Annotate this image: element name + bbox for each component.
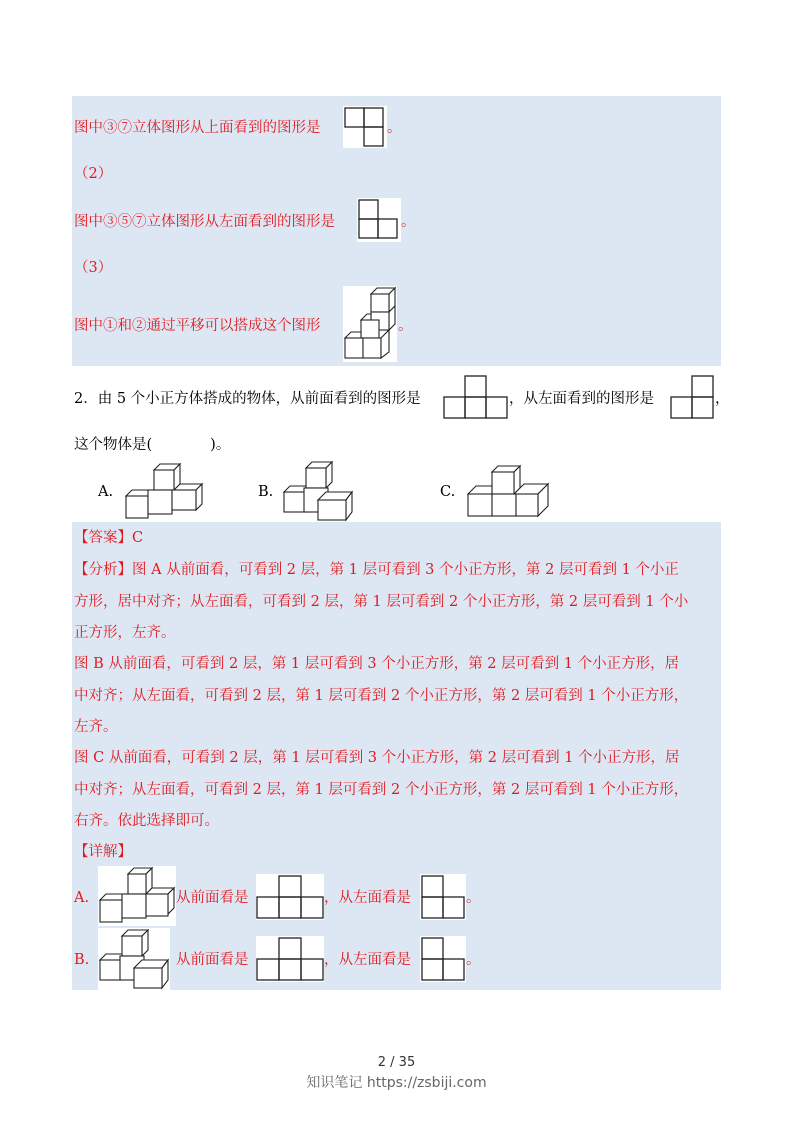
detail-a-left-view <box>420 874 466 920</box>
detail-a-left-text: ，从左面看是 <box>324 890 411 906</box>
detail-b-front-view <box>256 936 324 982</box>
line-top-view: 图中③⑦立体图形从上面看到的图形是 <box>74 120 321 136</box>
question-left-view <box>669 374 715 420</box>
analysis-line: 中对齐；从左面看，可看到 2 层，第 1 层可看到 2 个小正方形，第 2 层可看到 1 个小正方形， <box>74 782 689 798</box>
analysis-line: 方形，居中对齐；从左面看，可看到 2 层，第 1 层可看到 2 个小正方形，第 2 层可看到 1 个小 <box>74 594 689 610</box>
option-b-label: B. <box>258 484 274 500</box>
line-translate: 图中①和②通过平移可以搭成这个图形 <box>74 318 321 334</box>
analysis-line: 图 B 从前面看，可看到 2 层，第 1 层可看到 3 个小正方形，第 2 层可看到 1 个小正方形，居 <box>74 656 680 672</box>
line-left-view: 图中③⑤⑦立体图形从左面看到的图形是 <box>74 214 335 230</box>
detail-b-label: B. <box>74 952 90 968</box>
analysis-line: 右齐。依此选择即可。 <box>74 813 219 829</box>
detail-b-left-view <box>420 936 466 982</box>
sub-2: （2） <box>74 166 113 182</box>
line-top-end: 。 <box>387 120 402 136</box>
line-left-end: 。 <box>401 214 416 230</box>
option-c-figure <box>466 464 550 520</box>
detail-b-front-text: 从前面看是 <box>176 952 249 968</box>
detail-a-figure <box>98 866 176 926</box>
sub-3: （3） <box>74 260 113 276</box>
detail-a-front-text: 从前面看是 <box>176 890 249 906</box>
detail-heading: 【详解】 <box>74 844 132 860</box>
analysis-line: 正方形，左齐。 <box>74 625 176 641</box>
analysis-line: 【分析】图 A 从前面看，可看到 2 层，第 1 层可看到 3 个小正方形，第 2 层可看到 1 个小正 <box>74 562 679 578</box>
option-a-figure <box>124 462 204 520</box>
left-view-figure <box>357 198 401 242</box>
line-translate-end: 。 <box>398 318 413 334</box>
detail-a-label: A. <box>74 890 90 906</box>
analysis-line: 图 C 从前面看，可看到 2 层，第 1 层可看到 3 个小正方形，第 2 层可看到 1 个小正方形，居 <box>74 750 680 766</box>
page-number: 2 / 35 <box>377 1055 416 1070</box>
option-b-figure <box>282 460 354 522</box>
detail-b-left-text: ，从左面看是 <box>324 952 411 968</box>
detail-a-front-view <box>256 874 324 920</box>
detail-b-figure <box>98 928 170 990</box>
analysis-line: 左齐。 <box>74 719 118 735</box>
question-text-d: 这个物体是( )。 <box>74 437 231 453</box>
option-c-label: C. <box>440 484 456 500</box>
detail-b-end: 。 <box>466 952 481 968</box>
site-watermark: 知识笔记 https://zsbiji.com <box>306 1075 487 1091</box>
question-text: 2．由 5 个小正方体搭成的物体，从前面看到的图形是 <box>74 391 421 407</box>
top-view-figure <box>343 106 387 148</box>
answer-line: 【答案】C <box>74 530 144 546</box>
question-text-b: ，从左面看到的图形是 <box>509 391 654 407</box>
option-a-label: A. <box>98 484 114 500</box>
question-front-view <box>443 374 509 420</box>
stairs-figure <box>343 286 397 362</box>
analysis-line: 中对齐；从左面看，可看到 2 层，第 1 层可看到 2 个小正方形，第 2 层可看到 1 个小正方形， <box>74 688 689 704</box>
detail-a-end: 。 <box>466 890 481 906</box>
question-text-c: ， <box>715 391 730 407</box>
